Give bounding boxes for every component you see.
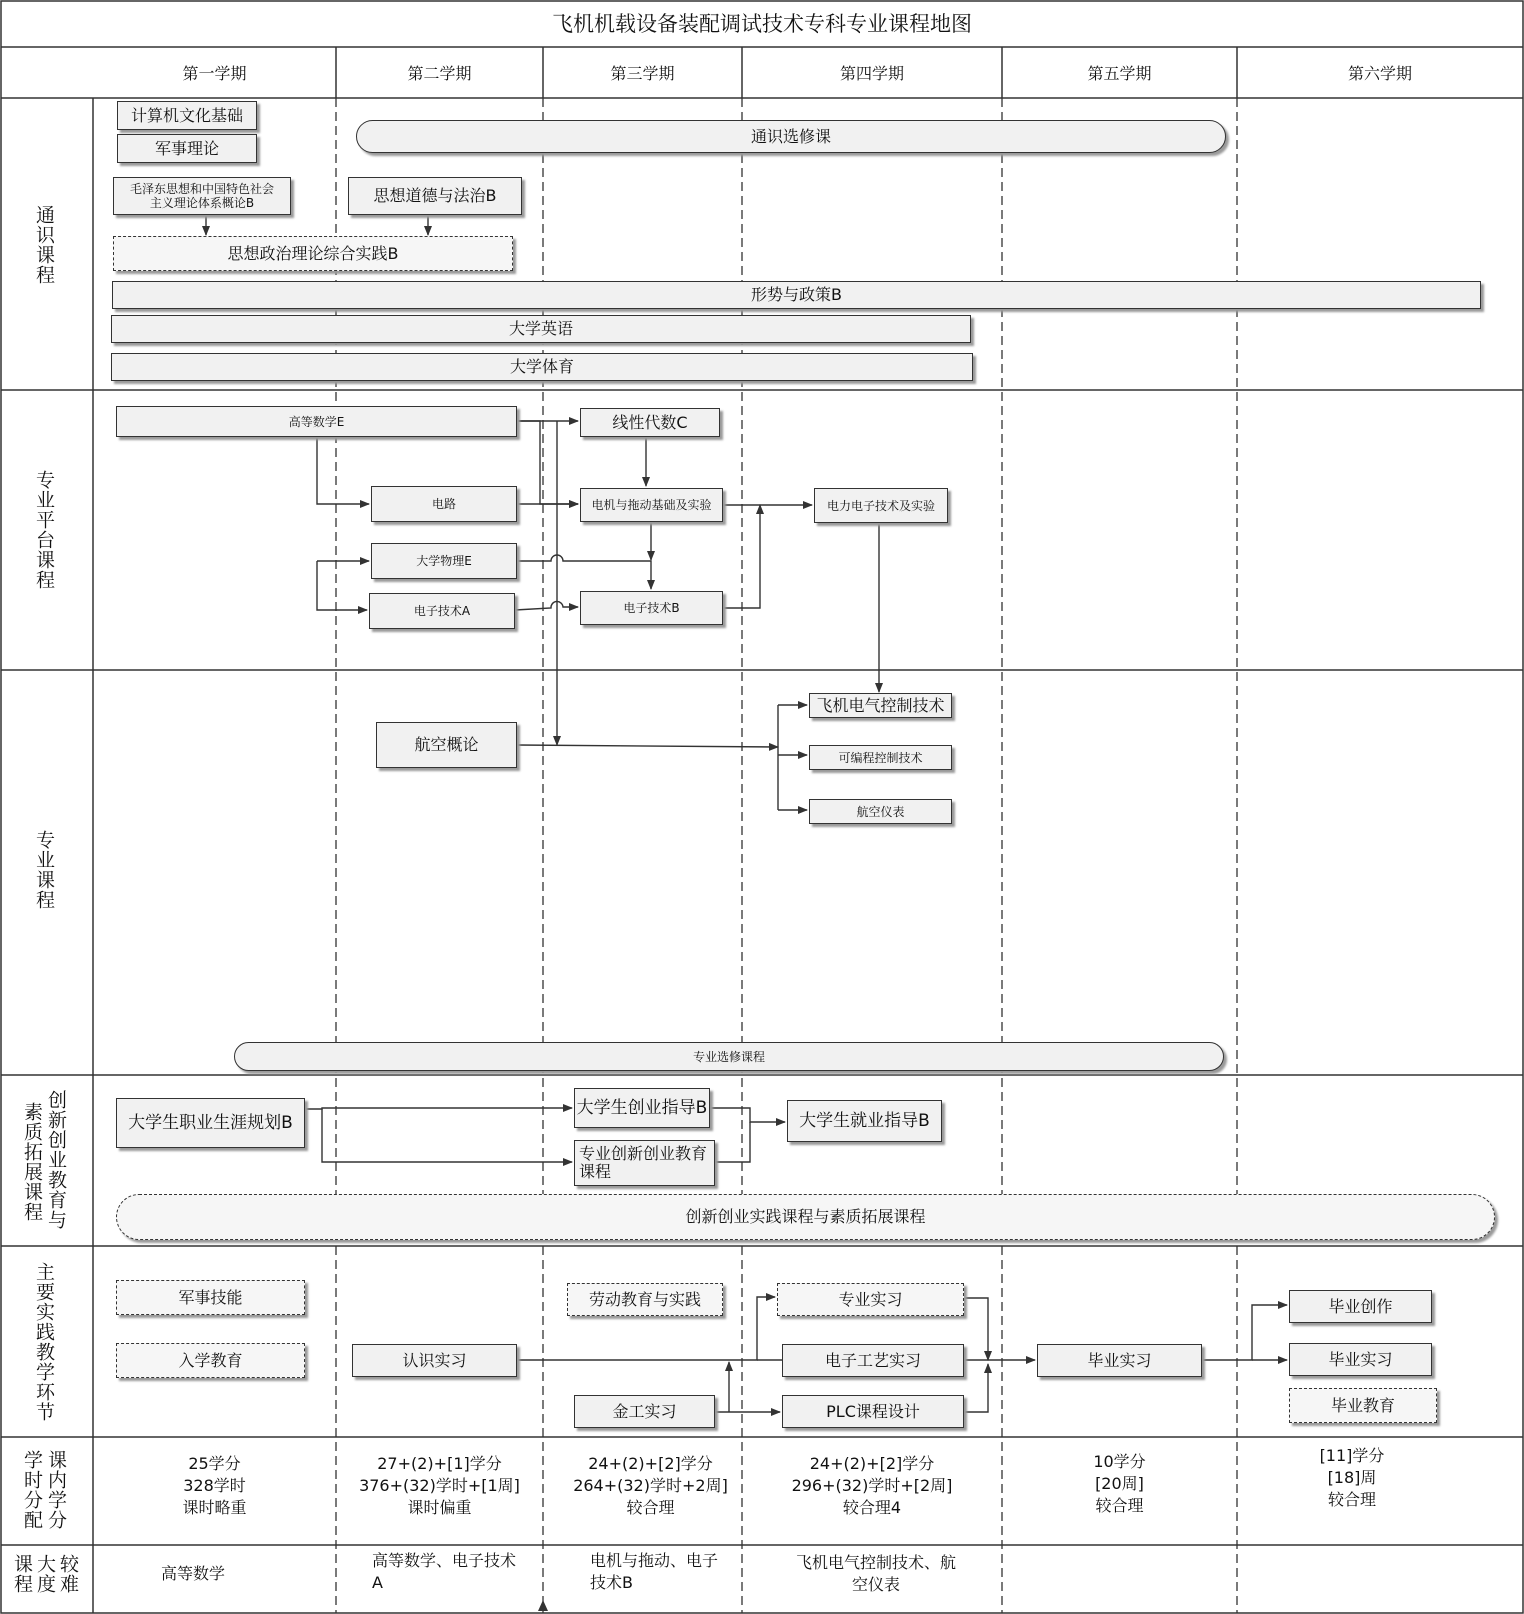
hours-sem-3	[543, 1453, 758, 1519]
practice-grad-intern[interactable]: 毕业实习	[1037, 1344, 1202, 1377]
practice-grad-intern-2[interactable]: 毕业实习	[1289, 1343, 1432, 1376]
course-math[interactable]: 高等数学E	[116, 406, 517, 437]
row-label-major: 专业课程	[33, 830, 55, 910]
row-label-difficulty-a: 较难	[57, 1554, 79, 1594]
row-label-practice: 主要实践教学环节	[33, 1262, 55, 1422]
course-innovation-edu[interactable]: 专业创新创业教育课程	[574, 1140, 715, 1186]
semester-6-header: 第六学期	[1347, 64, 1412, 83]
hours-credits: 27+(2)+[1]学分	[377, 1454, 502, 1473]
page-title: 飞机机载设备装配调试技术专科专业课程地图	[552, 12, 972, 36]
practice-military-skill[interactable]: 军事技能	[116, 1280, 305, 1315]
hours-sem-6	[1237, 1445, 1467, 1511]
semester-3-header: 第三学期	[610, 64, 675, 83]
hours-note: 较合理4	[842, 1498, 902, 1517]
hours-note: 较合理	[1327, 1490, 1376, 1509]
practice-labor[interactable]: 劳动教育与实践	[567, 1283, 723, 1316]
course-mao-line2: 主义理论体系概论B	[149, 196, 255, 210]
semester-4-header: 第四学期	[839, 64, 904, 83]
row-label-general: 通识课程	[33, 205, 55, 285]
course-plc[interactable]: 可编程控制技术	[809, 745, 952, 770]
hours-hours: [20周]	[1095, 1474, 1144, 1493]
difficult-sem-4: 飞机电气控制技术、航空仪表	[795, 1553, 956, 1594]
row-label-hours-b: 学时分配	[21, 1450, 43, 1530]
practice-grad-creation[interactable]: 毕业创作	[1289, 1290, 1432, 1323]
course-military-theory[interactable]: 军事理论	[117, 134, 257, 163]
hours-credits: [11]学分	[1319, 1446, 1385, 1465]
course-circuit[interactable]: 电路	[371, 486, 517, 522]
hours-note: 课时略重	[182, 1498, 247, 1517]
hours-hours: 328学时	[183, 1476, 246, 1495]
practice-cognition[interactable]: 认识实习	[352, 1344, 517, 1377]
hours-hours: 264+(32)学时+2周]	[573, 1476, 728, 1495]
course-mao-line1: 毛泽东思想和中国特色社会	[129, 182, 274, 196]
hours-credits: 10学分	[1093, 1452, 1146, 1471]
hours-sem-4	[742, 1453, 1002, 1519]
course-innovation-practice[interactable]: 创新创业实践课程与素质拓展课程	[116, 1194, 1495, 1240]
practice-orientation[interactable]: 入学教育	[116, 1343, 305, 1378]
course-mao[interactable]	[113, 177, 291, 215]
course-aviation-intro[interactable]: 航空概论	[376, 722, 517, 768]
course-motor[interactable]: 电机与拖动基础及实验	[580, 488, 723, 522]
course-aircraft-control[interactable]: 飞机电气控制技术	[809, 693, 952, 718]
course-linear-algebra[interactable]: 线性代数C	[580, 408, 720, 437]
hours-note: 较合理	[1095, 1496, 1144, 1515]
course-electronics-a[interactable]: 电子技术A	[369, 593, 515, 629]
difficult-sem-3: 电机与拖动、电子技术B	[590, 1551, 719, 1592]
hours-hours: [18]周	[1327, 1468, 1377, 1487]
course-major-elective[interactable]: 专业选修课程	[234, 1042, 1224, 1071]
course-physics[interactable]: 大学物理E	[371, 543, 517, 579]
hours-note: 较合理	[626, 1498, 675, 1517]
practice-major-intern[interactable]: 专业实习	[777, 1283, 964, 1316]
semester-1-header: 第一学期	[182, 64, 247, 83]
practice-plc-design[interactable]: PLC课程设计	[782, 1395, 964, 1428]
hours-credits: 25学分	[188, 1454, 241, 1473]
difficult-sem-2: 高等数学、电子技术A	[372, 1551, 517, 1592]
practice-electronic-craft[interactable]: 电子工艺实习	[782, 1344, 964, 1377]
course-computer[interactable]: 计算机文化基础	[117, 101, 257, 130]
course-english[interactable]: 大学英语	[111, 315, 971, 343]
course-politics-practice[interactable]: 思想政治理论综合实践B	[113, 236, 513, 271]
course-pe[interactable]: 大学体育	[111, 353, 973, 381]
hours-sem-1	[93, 1453, 336, 1519]
row-label-hours-a: 课内学分	[45, 1450, 67, 1530]
hours-credits: 24+(2)+[2]学分	[588, 1454, 713, 1473]
course-ethics[interactable]: 思想道德与法治B	[348, 177, 522, 215]
course-electronics-b[interactable]: 电子技术B	[580, 591, 723, 625]
semester-2-header: 第二学期	[407, 64, 472, 83]
course-situation-policy[interactable]: 形势与政策B	[112, 281, 1481, 309]
hours-sem-5	[1002, 1451, 1237, 1517]
course-power-electronics[interactable]: 电力电子技术及实验	[814, 488, 948, 523]
course-entrepreneurship[interactable]: 大学生创业指导B	[574, 1088, 710, 1128]
course-career[interactable]: 大学生职业生涯规划B	[116, 1098, 305, 1148]
hours-sem-2	[336, 1453, 543, 1519]
row-label-innovation-b: 素质拓展课程	[21, 1102, 43, 1222]
difficult-sem-1: 高等数学	[160, 1564, 225, 1583]
hours-hours: 376+(32)学时+[1周]	[359, 1476, 520, 1495]
practice-grad-education[interactable]: 毕业教育	[1289, 1388, 1437, 1423]
row-label-difficulty-c: 大度	[34, 1554, 56, 1594]
practice-metalwork[interactable]: 金工实习	[574, 1395, 715, 1428]
course-employment[interactable]: 大学生就业指导B	[787, 1100, 942, 1142]
row-label-difficulty-b: 课程	[11, 1554, 33, 1594]
row-label-innovation-a: 创新创业教育与	[45, 1090, 67, 1230]
hours-credits: 24+(2)+[2]学分	[809, 1454, 935, 1473]
hours-note: 课时偏重	[407, 1498, 472, 1517]
course-instruments[interactable]: 航空仪表	[809, 799, 952, 824]
semester-5-header: 第五学期	[1087, 64, 1152, 83]
row-label-platform: 专业平台课程	[33, 470, 55, 590]
course-general-elective[interactable]: 通识选修课	[356, 120, 1226, 153]
hours-hours: 296+(32)学时+[2周]	[791, 1476, 953, 1495]
